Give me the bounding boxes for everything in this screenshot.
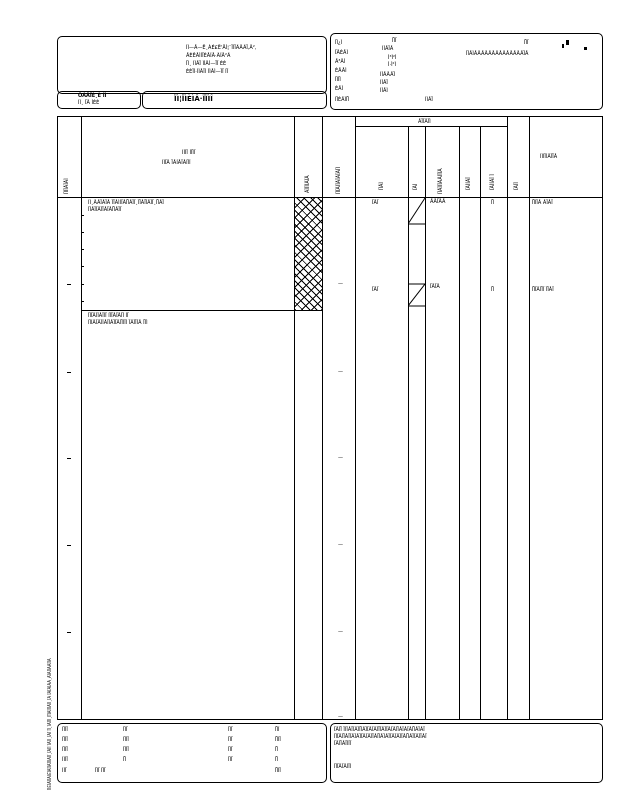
info-value: ÍÍÂÏÂ xyxy=(382,46,394,52)
info-label: ÍÏÈÂÌÏÏ xyxy=(335,97,349,103)
group-divider xyxy=(355,126,507,127)
column-divider xyxy=(529,116,530,720)
column-divider xyxy=(81,116,82,720)
elevation-label: — xyxy=(338,369,343,375)
sample-id: ÏÂÏ xyxy=(372,287,379,293)
log-table xyxy=(57,116,603,720)
footer-cell: ÏÌÏ xyxy=(228,727,233,733)
column-divider xyxy=(459,126,460,720)
minor-tick xyxy=(81,232,84,233)
sample-col-header: ÏÂÌÍÂÏ xyxy=(466,177,472,190)
info-value: ÏÏÏ xyxy=(392,38,397,44)
stratum-desc: ÍÌ¸ÂÂÏÂÏÂ ÏÏÂÌÍÏÂÏÏÂÏÏ¸ÏÏÂÏÏÂÏÏ¸ÏÏÂÏ xyxy=(88,200,164,206)
sample-col-header: ÏÍÂÏÍÏÂÂÍÏÏÂ xyxy=(438,168,444,194)
footer-note: ÏÍÏÂÏÏÂÏÏÂÏÂÏÏÂÏÂÏÏÂÏÏÂÏÂÏÏÂÏÂÏÏÂÏÏÂÏÏÂÏÏÂÏ xyxy=(334,734,427,740)
project-name: ÏÌ¦ÏÌÈÌÂ·ÏÏÌÎ xyxy=(174,95,213,103)
info-label: ÏÂÈÂÌ xyxy=(335,50,348,56)
info-right-code: ÏÏÏ xyxy=(524,40,529,46)
column-divider xyxy=(322,116,323,720)
footer-cell: ÍÏÌÏ xyxy=(62,737,68,743)
minor-tick xyxy=(81,301,84,302)
sample-remark: ÏÏÍÏÂ ÂÏÂÏ xyxy=(532,200,553,206)
samples-group-header: ÂÏÏÂÏÌ xyxy=(418,119,431,125)
sample-blow: ÏÏ xyxy=(491,287,494,293)
stratum-desc: ÏÍÏÂÏÍÂÏÍÏ ÍÏÏÂÏÂÌÏ ÍÏ xyxy=(88,313,129,319)
mark xyxy=(562,44,564,48)
title-line-4: ÈÈÏÍ·ÍÌÂÏÌ ÍÌÂÌ—ÏÏ ÍÏ xyxy=(186,69,229,75)
desc-header-2: ÍÌÏÂ ÏÂÍÂÏÂÍÏÍ xyxy=(162,160,191,166)
elevation-label: — xyxy=(338,542,343,548)
column-divider xyxy=(480,126,481,720)
mark xyxy=(566,40,569,45)
elevation-header: ÏÍÏÂÏÍÂÏÂÏÂÌÏ xyxy=(336,167,342,194)
minor-tick xyxy=(81,266,84,267)
info-label: ÈÂÌ xyxy=(335,86,344,92)
title-line-1: ÍÌ—Â—Ë¸ÀÉ£Ë'ÄÌ¦¨ÏÍÏÃÂÃÏ,Â², xyxy=(186,45,257,51)
sample-value: ÏÂÏÂ xyxy=(430,284,440,290)
footer-cell: ÍÌÌÏ xyxy=(62,757,68,763)
elevation-label: — xyxy=(338,714,343,720)
graphic-header: ÂÏÌÏÍÂÏÂ xyxy=(305,175,311,193)
location-label: ÔÁÂÏÈ¸È ÍÌ xyxy=(78,93,107,99)
elevation-label: — xyxy=(338,281,343,287)
footer-cell: ÍÏÍÏ xyxy=(62,747,68,753)
depth-tick xyxy=(67,458,71,459)
info-value: ÍÍÂÏ xyxy=(380,80,388,86)
mark xyxy=(584,47,587,50)
sample-col-header: ÏÂÌÏ xyxy=(514,182,520,190)
depth-tick xyxy=(67,372,71,373)
minor-tick xyxy=(81,215,84,216)
info-value: Ì³Ì²Ì xyxy=(388,55,397,61)
footer-cell: ÏÏÍÏ xyxy=(275,737,281,743)
footer-note: ÏÂÏÏ ÏÍÏÂÏÏÂÏÏÏÂÏÏÂÏÂÏÏÏÂÏÏÂÏÂÏÏÂÏÂÏÂÏÏÂÏÂÏ xyxy=(334,727,425,733)
side-note: ÏÌÈÏÂÏÏÂÌÈÏÂÏÏÂÏÏÌÂÏÏ¸ÏÂÏÌ ÏÂÏÌ¸ÏÂÏ ÏÏ¸ÏÂÏÏÌ¸ÏÏÏÂÏÌÏÂÏÌ¸ÏÂ ÏÂÏÂÌÂÂ¸ÂÏÂÌÏÂÂÏÏÂ xyxy=(47,658,52,790)
footer-left-box xyxy=(57,723,327,783)
title-line-3: ÏÌ¸ ÍÌÂÏ ÌÌÂÌ—ÏÏ ÈÈ xyxy=(186,61,227,67)
footer-cell: ÍÏÌÏ xyxy=(62,727,68,733)
info-right-line: ÏÍÂÌÂÂÂÂÂÂÂÂÂÂÂÂÂÂÏÂ xyxy=(466,51,529,57)
footer-cell: ÏÌÏ xyxy=(228,737,233,743)
footer-note: ÏÂÏÏÂÏÏÍÏ xyxy=(334,741,352,747)
footer-cell: ÍÏÌÏ xyxy=(123,737,129,743)
title-line-2: ÂÈÊÂÌÍÏÈÂÍÂ·ÃÍÂ²Ã xyxy=(186,53,231,59)
sample-col-header: ÏÂÌÍÂÏ Ï xyxy=(490,174,496,190)
sample-blow: ÏÏ xyxy=(491,200,494,206)
footer-cell: ÌÏÌÏ xyxy=(123,747,129,753)
footer-cell: ÏÏÍ xyxy=(275,727,280,733)
footer-cell: ÍÍÏ xyxy=(62,768,67,774)
sample-symbols xyxy=(408,198,425,308)
info-value: ÍÌÂÏ xyxy=(425,97,433,103)
footer-cell: ÏÏÍÏ xyxy=(275,768,281,774)
desc-header-1: ÍÍÌÏ ÍÏÌÏ xyxy=(182,150,196,156)
sample-id: ÏÂÏ xyxy=(372,200,379,206)
info-label: Â³ÂÌ xyxy=(335,59,346,65)
depth-tick xyxy=(67,284,71,285)
column-divider xyxy=(507,116,508,720)
header-divider xyxy=(57,197,603,198)
remarks-header: ÍÌÍÏÍÂÏÏÂ xyxy=(540,154,558,160)
footer-cell: ÏÌÏ ÍÏÏ xyxy=(95,768,106,774)
info-value: ÍÍÂÌ xyxy=(380,88,388,94)
column-divider xyxy=(355,116,356,720)
stratum-desc: ÍÏÍÂÏÂÏÍÂÏÍÂÏÏÂÏÏÌÏÌ ÏÂÏÌÏÂ ÏÏÌ xyxy=(88,320,148,326)
sample-value: ÂÂÏÂÂ xyxy=(430,199,446,205)
elevation-label: — xyxy=(338,455,343,461)
soil-graphic-pattern xyxy=(295,198,322,310)
footer-cell: ÏÏ xyxy=(123,757,126,763)
project-box xyxy=(142,91,327,109)
footer-cell: ÏÌÏ xyxy=(228,757,233,763)
footer-note-bottom: ÏÍÏÂÏÂÍÏÍ xyxy=(334,764,352,770)
depth-tick xyxy=(67,545,71,546)
column-divider xyxy=(425,126,426,720)
footer-cell: ÏÏ xyxy=(275,757,278,763)
sample-remark: ÏÏÏÂÏÏÏ ÏÏÂÏ xyxy=(532,287,554,293)
sample-col-header: ÏÂÌ xyxy=(413,183,419,190)
info-label: ÏÌ¿Ì xyxy=(335,40,343,46)
footer-cell: ÏÌÏ xyxy=(123,727,128,733)
stratum-boundary xyxy=(81,310,322,311)
minor-tick xyxy=(81,249,84,250)
depth-tick xyxy=(67,632,71,633)
elevation-label: — xyxy=(338,629,343,635)
info-label: ÈÂÂÌ xyxy=(335,68,347,74)
sample-col-header: ÏÍÂÌ xyxy=(379,182,385,190)
info-label: ÏÌÏÌ xyxy=(335,77,341,83)
info-value: ÍÍÂÂÂÏ xyxy=(380,72,395,78)
depth-header: ÏÌÏÍÂÏÂÌ xyxy=(64,178,70,194)
info-value: Ì·Ì²Ì xyxy=(388,62,397,68)
footer-cell: ÏÏ xyxy=(275,747,278,753)
footer-cell: ÏÌÏ xyxy=(228,747,233,753)
minor-tick xyxy=(81,284,84,285)
stratum-desc: ÏÍÂÏÏÂÏÏÂÏÂÏÏÂÏÏ xyxy=(88,207,122,213)
location-sub: ÍÌ¸ ÏÂ ÍÈÈ xyxy=(78,100,100,106)
